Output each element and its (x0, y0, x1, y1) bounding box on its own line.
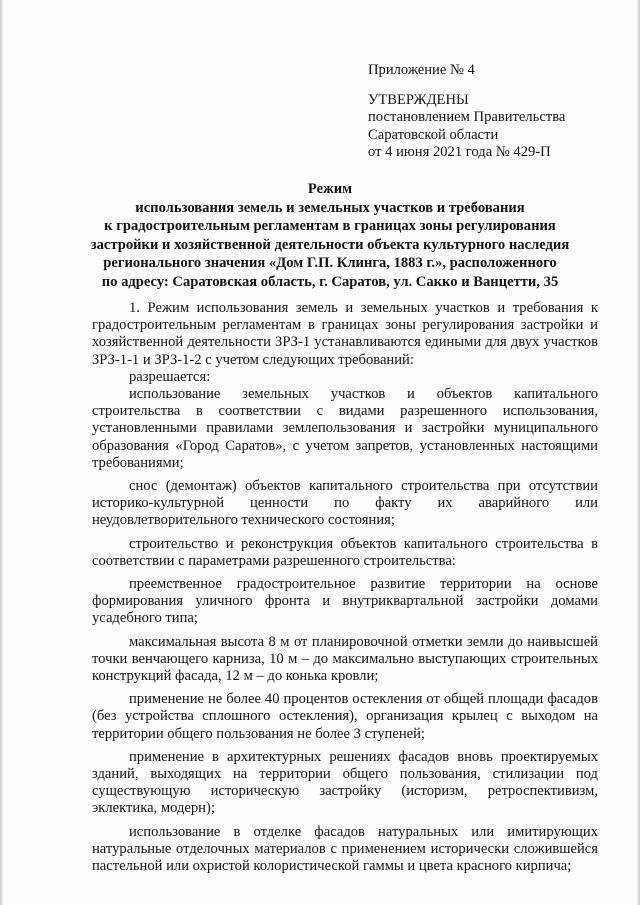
scan-edge-left (0, 0, 3, 905)
body-paragraph: использование земельных участков и объектов капитального строительства в соответствии с видами разрешенного использования, установленными правилами землепользования и застройки муниципального образования «Город Саратов», с учетом запретов, установленных настоящими требованиями; (92, 386, 598, 471)
title-line: по адресу: Саратовская область, г. Саратов, ул. Сакко и Ванцетти, 35 (101, 273, 559, 290)
body-paragraph: использование в отделке фасадов натуральных или имитирующих натуральные отделочных материалов с применением исторически сложившейся пастельной или охристой колористической гаммы и цвета красного кирпича; (92, 823, 598, 875)
title-line: Режим (307, 181, 353, 197)
body-paragraph: максимальная высота 8 м от планировочной отметки земли до наивысшей точки венчающего карниза, 10 м – до максимально выступающих строительных конструкций фасада, 12 м – до конька кровли; (92, 633, 598, 685)
title-line: застройки и хозяйственной деятельности объекта культурного наследия (90, 236, 570, 253)
body-paragraph: преемственное градостроительное развитие территории на основе формирования уличного фронта и внутриквартальной застройки домами усадебного типа; (92, 576, 598, 627)
title-line: использования земель и земельных участков и требования (135, 199, 525, 216)
body-paragraph: разрешается: (129, 368, 211, 385)
title-line: регионального значения «Дом Г.П. Клинга, 1883 г.», расположенного (103, 255, 557, 272)
appendix-number: Приложение № 4 (368, 62, 475, 78)
approval-line-1: постановлением Правительства (368, 109, 566, 125)
approval-line-3: от 4 июня 2021 года № 429-П (368, 144, 551, 160)
approval-line-2: Саратовской области (368, 126, 499, 143)
body-paragraph: применение не более 40 процентов остекления от общей площади фасадов (без устройства сплошного остекления), организация крылец с выходом на территории общего пользования не более 3 ступеней; (92, 691, 598, 742)
approval-header (368, 62, 618, 162)
body-paragraph: снос (демонтаж) объектов капитального строительства при отсутствии историко-культурной ценности по факту их аварийного или неудовлетворительного технического состояния; (92, 478, 598, 529)
body-paragraph: применение в архитектурных решениях фасадов вновь проектируемых зданий, выходящих на территории общего пользования, стилизации под существующую историческую застройку (историзм, ретроспективизм, эклектика, модерн); (92, 748, 598, 817)
body-paragraph: 1. Режим использования земель и земельных участков и требования к градостроительным регламентам в границах зоны регулирования застройки и хозяйственной деятельности ЗРЗ-1 устанавливаются едиными для двух участков ЗРЗ-1-1 и ЗРЗ-1-2 с учетом следующих требований: (92, 300, 598, 368)
title-line: к градостроительным регламентам в границах зоны регулирования (104, 218, 556, 235)
body-paragraph: строительство и реконструкция объектов капитального строительства в соответствии с параметрами разрешенного строительства: (92, 535, 598, 569)
approved-label: УТВЕРЖДЕНЫ (368, 91, 469, 108)
document-body (92, 294, 598, 875)
document-title (60, 180, 600, 292)
